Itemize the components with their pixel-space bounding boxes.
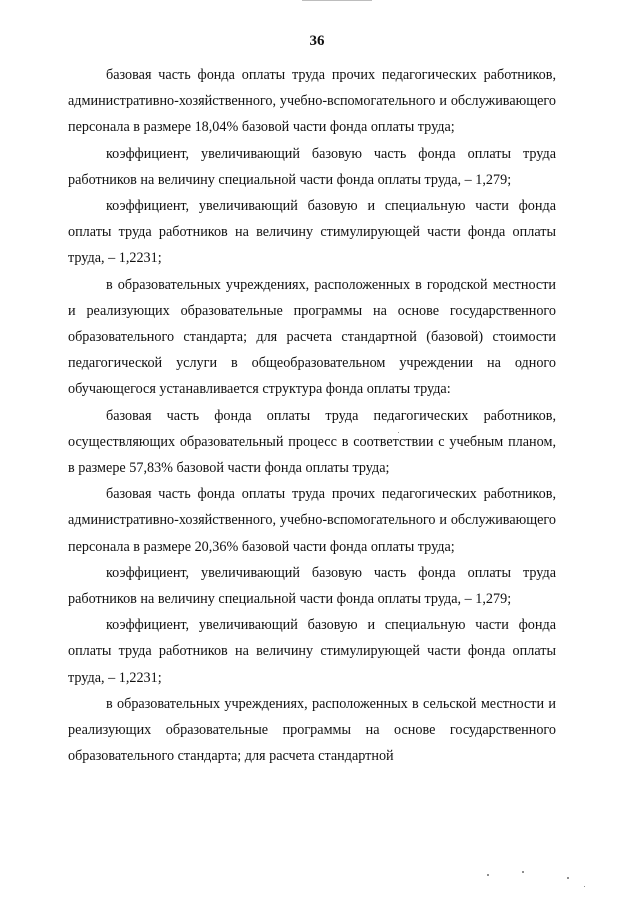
paragraph: базовая часть фонда оплаты труда прочих педагогических работников, административно-хозяйственного, учебно-вспомогательного и обслуживающего персонала в размере 20,36% базовой части фонда оплаты труда; bbox=[68, 486, 556, 555]
paragraph: коэффициент, увеличивающий базовую часть фонда оплаты труда работников на величину специальной части фонда оплаты труда, – 1,279; bbox=[68, 564, 556, 608]
page-number: 36 bbox=[309, 33, 325, 49]
scan-speck bbox=[487, 874, 489, 876]
paragraph: базовая часть фонда оплаты труда прочих педагогических работников, административно-хозяйственного, учебно-вспомогательного и обслуживающего персонала в размере 18,04% базовой части фонда оплаты труда; bbox=[68, 67, 556, 136]
scan-speck bbox=[398, 432, 399, 433]
paragraph: в образовательных учреждениях, расположенных в городской местности и реализующих образовательные программы на основе государственного образовательного стандарта; для расчета стандартной (базовой) стоимости педагогической услуги в общеобразовательном учреждении на одного обучающегося устанавливается структура фонда оплаты труда: bbox=[68, 276, 556, 398]
paragraph: коэффициент, увеличивающий базовую часть фонда оплаты труда работников на величину специальной части фонда оплаты труда, – 1,279; bbox=[68, 145, 556, 188]
scan-speck bbox=[567, 877, 569, 879]
paragraph: коэффициент, увеличивающий базовую и специальную части фонда оплаты труда работников на величину стимулирующей части фонда оплаты труда, – 1,2231; bbox=[68, 617, 556, 686]
scan-speck bbox=[584, 886, 585, 887]
paragraph: в образовательных учреждениях, расположенных в сельской местности и реализующих образовательные программы на основе государственного образовательного стандарта; для расчета стандартной bbox=[68, 695, 556, 765]
scan-edge-mark bbox=[302, 0, 372, 1]
document-body bbox=[68, 62, 556, 769]
paragraph: базовая часть фонда оплаты труда педагогических работников, осуществляющих образовательный процесс в соответствии с учебным планом, в размере 57,83% базовой части фонда оплаты труда; bbox=[68, 407, 556, 477]
paragraph: коэффициент, увеличивающий базовую и специальную части фонда оплаты труда работников на величину стимулирующей части фонда оплаты труда, – 1,2231; bbox=[68, 198, 556, 267]
scan-speck bbox=[522, 871, 524, 873]
